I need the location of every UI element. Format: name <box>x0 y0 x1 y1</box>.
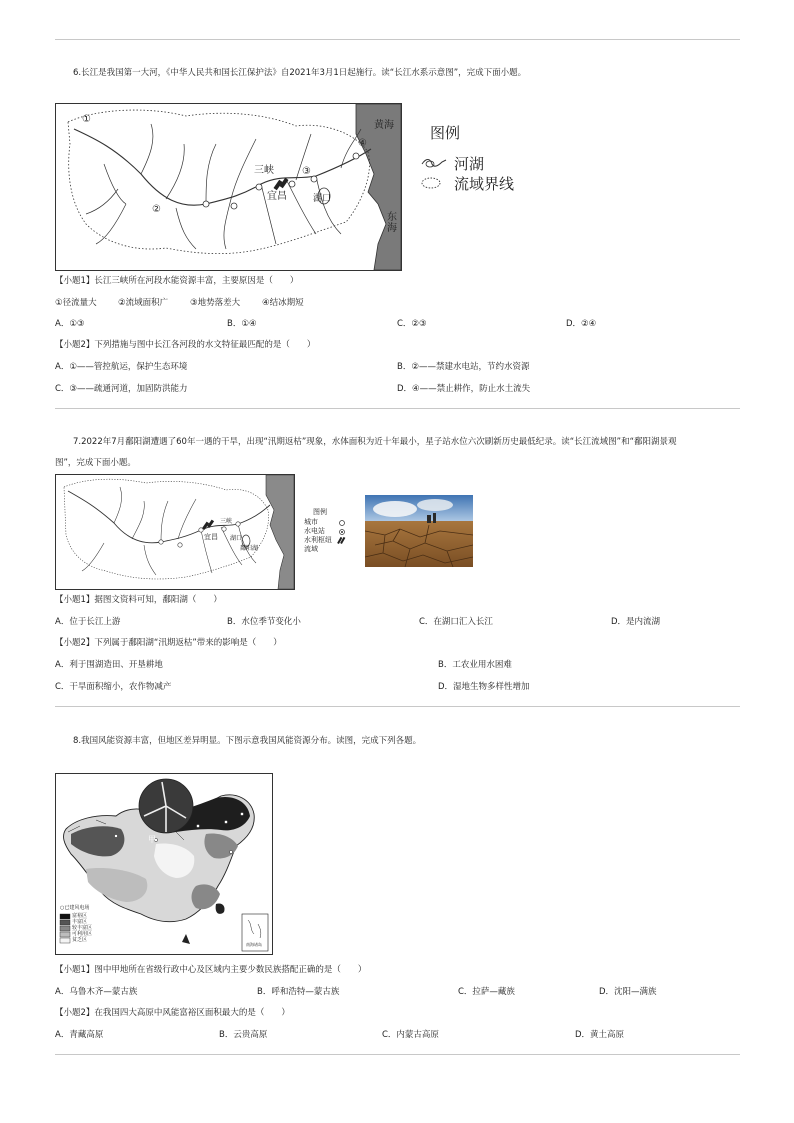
q6-map-east-sea: 东海 <box>387 212 397 234</box>
q6-sub2-option-a[interactable]: A．①——管控航运，保护生态环境 <box>55 362 188 372</box>
q8-sub1-option-a[interactable]: A．乌鲁木齐—蒙古族 <box>55 987 138 997</box>
q6-sub1-option-b[interactable]: B．①④ <box>227 319 257 329</box>
q8-stem: 8.我国风能资源丰富，但地区差异明显。下图示意我国风能资源分布。读图，完成下列各题。 <box>73 736 422 746</box>
q6-map-label-3: ③ <box>302 166 311 177</box>
q6-sub1-question: 【小题1】长江三峡所在河段水能资源丰富，主要原因是（ ） <box>55 276 299 286</box>
q6-map-label-4: ④ <box>358 138 367 149</box>
q7-sub2-option-b[interactable]: B．工农业用水困难 <box>438 660 512 670</box>
q8-sub2-option-a[interactable]: A．青藏高原 <box>55 1030 104 1040</box>
q7-stem-line2: 图”，完成下面小题。 <box>55 458 136 468</box>
q6-sub1-option-a[interactable]: A．①③ <box>55 319 85 329</box>
q6-sub2-question: 【小题2】下列措施与图中长江各河段的水文特征最匹配的是（ ） <box>55 340 316 350</box>
q8-legend-level-5: 贫乏区 <box>72 937 88 943</box>
q7-map-hukou: 湖口 <box>230 535 243 542</box>
q6-map-label-1: ① <box>82 114 91 125</box>
water-hub-icon <box>337 536 347 545</box>
q7-yangtze-basin-map <box>55 474 295 590</box>
q6-sub1-factor-1: ①径流量大 <box>55 298 97 308</box>
rule-q6-end <box>55 408 740 409</box>
q7-map-poyang: 鄱阳湖 <box>240 545 259 552</box>
q7-sub1-option-d[interactable]: D．是内流湖 <box>611 617 661 627</box>
q6-sub2-option-b[interactable]: B．②——禁建水电站，节约水资源 <box>397 362 530 372</box>
q7-sub1-option-b[interactable]: B．水位季节变化小 <box>227 617 301 627</box>
q8-legend-level-3: 较丰富区 <box>72 925 93 931</box>
q6-map-yichang: 宜昌 <box>267 191 287 202</box>
q6-legend-basin-line: 流域界线 <box>454 175 515 193</box>
q7-legend-city: 城市 <box>304 518 318 526</box>
q8-map-jia: 甲 <box>148 835 156 844</box>
q7-sub1-option-a[interactable]: A．位于长江上游 <box>55 617 121 627</box>
q7-sub1-question: 【小题1】据图文资料可知，鄱阳湖（ ） <box>55 595 222 605</box>
q6-sub2-option-c[interactable]: C．③——疏通河道，加固防洪能力 <box>55 384 188 394</box>
q8-legend-wind-farm: ○已建风电场 <box>60 905 90 911</box>
q7-sub2-option-c[interactable]: C．干旱面积缩小，农作物减产 <box>55 682 172 692</box>
q8-map-inset-label: 南海诸岛 <box>246 942 262 947</box>
q6-map-label-2: ② <box>152 204 161 215</box>
q8-sub2-question: 【小题2】在我国四大高原中风能富裕区面积最大的是（ ） <box>55 1008 290 1018</box>
q6-yangtze-map <box>55 103 402 271</box>
q8-legend-level-1: 富裕区 <box>72 913 88 919</box>
river-lake-icon <box>420 156 448 170</box>
q7-sub2-option-d[interactable]: D．湿地生物多样性增加 <box>438 682 530 692</box>
hydro-station-icon <box>338 528 346 536</box>
q7-legend-basin: 流域 <box>304 545 318 553</box>
q6-sub1-factor-2: ②流域面积广 <box>118 298 169 308</box>
rule-q7-end <box>55 706 740 707</box>
poyang-drought-photo <box>365 495 473 567</box>
q6-sub1-option-c[interactable]: C．②③ <box>397 319 427 329</box>
q7-legend-title: 图例 <box>313 508 327 516</box>
q6-sub2-option-d[interactable]: D．④——禁止耕作，防止水土流失 <box>397 384 531 394</box>
q8-legend-level-4: 可利用区 <box>72 931 93 937</box>
q8-sub2-option-b[interactable]: B．云贵高原 <box>219 1030 268 1040</box>
q6-stem: 6.长江是我国第一大河，《中华人民共和国长江保护法》自2021年3月1日起施行。读“长江水系示意图”，完成下面小题。 <box>73 68 527 78</box>
q8-sub1-option-d[interactable]: D．沈阳—满族 <box>599 987 657 997</box>
rule-top <box>55 39 740 40</box>
basin-boundary-icon <box>420 176 442 190</box>
q6-map-yellow-sea: 黄海 <box>374 120 394 131</box>
q8-sub2-option-c[interactable]: C．内蒙古高原 <box>382 1030 439 1040</box>
q7-stem-line1: 7.2022年7月鄱阳湖遭遇了60年一遇的干旱，出现“汛期返枯”现象，水体面积为近十年最小，星子站水位六次刷新历史最低纪录。读“长江流域图”和“鄱阳湖景观 <box>73 437 677 447</box>
q6-map-sanxia: 三峡 <box>254 165 274 176</box>
q7-sub2-option-a[interactable]: A．利于围湖造田、开垦耕地 <box>55 660 163 670</box>
q8-sub2-option-d[interactable]: D．黄土高原 <box>575 1030 625 1040</box>
q8-sub1-option-c[interactable]: C．拉萨—藏族 <box>458 987 515 997</box>
q7-legend-hub: 水利枢纽 <box>304 536 332 544</box>
q8-sub1-question: 【小题1】图中甲地所在省级行政中心及区域内主要少数民族搭配正确的是（ ） <box>55 965 367 975</box>
q8-sub1-option-b[interactable]: B．呼和浩特—蒙古族 <box>257 987 340 997</box>
q6-map-hukou: 湖口 <box>313 194 332 204</box>
q8-legend-level-2: 丰富区 <box>72 919 88 925</box>
q6-sub1-factor-4: ④结冰期短 <box>262 298 304 308</box>
q8-wind-energy-map <box>55 773 273 955</box>
q6-legend-river-lake: 河湖 <box>454 155 485 173</box>
q7-map-yichang: 宜昌 <box>204 533 218 541</box>
q7-legend-hydro: 水电站 <box>304 527 325 535</box>
rule-q8-end <box>55 1054 740 1055</box>
q7-sub2-question: 【小题2】下列属于鄱阳湖“汛期返枯”带来的影响是（ ） <box>55 638 282 648</box>
q6-sub1-factor-3: ③地势落差大 <box>190 298 241 308</box>
q7-map-sanxia: 三峡 <box>220 518 233 525</box>
q6-legend-title: 图例 <box>430 124 461 142</box>
city-marker-icon <box>338 519 346 527</box>
q7-sub1-option-c[interactable]: C．在湖口汇入长江 <box>419 617 493 627</box>
q6-sub1-option-d[interactable]: D．②④ <box>566 319 597 329</box>
